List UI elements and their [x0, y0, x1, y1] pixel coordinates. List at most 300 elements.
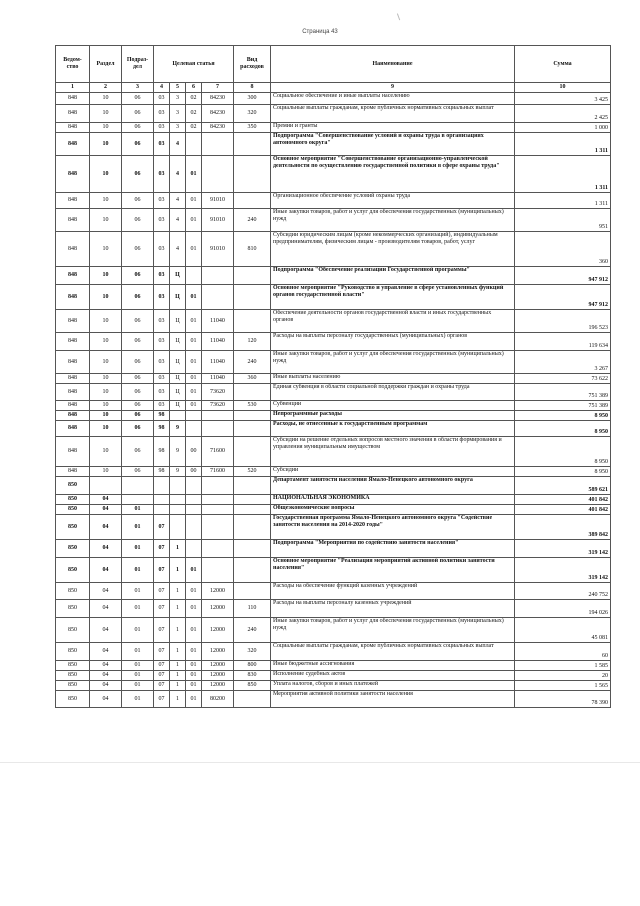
cell-podrazdel: 06: [122, 93, 154, 105]
table-row: [56, 133, 611, 156]
cell-podrazdel: 01: [122, 661, 154, 671]
cell-vid: [234, 156, 271, 193]
cell-naimenovanie: Субсидии юридическим лицам (кроме некоммерческих организаций), индивидуальным предпринимателям, физическим лицам - производителям товаров, работ, услуг: [271, 232, 515, 267]
cell-podrazdel: 01: [122, 583, 154, 600]
cell-razdel: 10: [90, 232, 122, 267]
cell-summa: 3 425: [515, 93, 611, 105]
cell-summa: 3 267: [515, 351, 611, 374]
cell-program: 07: [154, 515, 170, 540]
cell-naimenovanie: Социальные выплаты гражданам, кроме публичных нормативных социальных выплат: [271, 643, 515, 661]
table-row: [56, 515, 611, 540]
cell-subprogram: 4: [170, 156, 186, 193]
cell-subprogram: 1: [170, 600, 186, 618]
cell-event: 01: [186, 661, 202, 671]
table-row: [56, 540, 611, 558]
cell-vedomstvo: 848: [56, 437, 90, 467]
cell-direction: 73620: [202, 401, 234, 411]
cell-event: 01: [186, 583, 202, 600]
cell-vid: 850: [234, 681, 271, 691]
cell-vid: 350: [234, 123, 271, 133]
cell-vedomstvo: 848: [56, 232, 90, 267]
cell-vid: [234, 558, 271, 583]
cell-subprogram: 4: [170, 133, 186, 156]
cell-summa: 1 311: [515, 156, 611, 193]
cell-event: 02: [186, 105, 202, 123]
table-row: [56, 477, 611, 495]
cell-program: 03: [154, 193, 170, 209]
cell-program: [154, 477, 170, 495]
cell-razdel: 04: [90, 558, 122, 583]
cell-podrazdel: 01: [122, 540, 154, 558]
cell-summa: 389 842: [515, 515, 611, 540]
cell-vedomstvo: 850: [56, 618, 90, 643]
cell-vedomstvo: 850: [56, 477, 90, 495]
cell-vid: 830: [234, 671, 271, 681]
cell-summa: 1 585: [515, 661, 611, 671]
cell-podrazdel: 06: [122, 411, 154, 421]
cell-podrazdel: 06: [122, 384, 154, 401]
cell-vid: [234, 285, 271, 310]
table-row: [56, 232, 611, 267]
cell-subprogram: Ц: [170, 267, 186, 285]
header-razdel: Раздел: [90, 46, 122, 83]
cell-event: 01: [186, 643, 202, 661]
table-row: [56, 618, 611, 643]
header-podrazdel: Подраз-дел: [122, 46, 154, 83]
cell-event: 02: [186, 123, 202, 133]
cell-naimenovanie: Обеспечение деятельности органов государственной власти и иных государственных органов: [271, 310, 515, 333]
cell-direction: [202, 156, 234, 193]
cell-subprogram: 4: [170, 193, 186, 209]
cell-naimenovanie: Единая субвенция в области социальной поддержки граждан и охраны труда: [271, 384, 515, 401]
cell-razdel: 04: [90, 661, 122, 671]
table-row: [56, 421, 611, 437]
cell-vid: [234, 310, 271, 333]
cell-vedomstvo: 850: [56, 558, 90, 583]
table-row: [56, 285, 611, 310]
cell-vedomstvo: 850: [56, 495, 90, 505]
cell-naimenovanie: Исполнение судебных актов: [271, 671, 515, 681]
table-row: [56, 123, 611, 133]
cell-vedomstvo: 850: [56, 661, 90, 671]
table-row: [56, 209, 611, 232]
cell-program: 03: [154, 209, 170, 232]
cell-podrazdel: 06: [122, 123, 154, 133]
cell-event: 01: [186, 374, 202, 384]
cell-program: 07: [154, 540, 170, 558]
table-row: [56, 671, 611, 681]
table-row: [56, 401, 611, 411]
cell-program: 98: [154, 411, 170, 421]
cell-summa: 319 142: [515, 540, 611, 558]
column-number: 1: [56, 83, 90, 93]
cell-naimenovanie: Организационное обеспечение условий охраны труда: [271, 193, 515, 209]
cell-event: [186, 495, 202, 505]
cell-vid: 300: [234, 93, 271, 105]
cell-summa: 73 622: [515, 374, 611, 384]
cell-event: 01: [186, 193, 202, 209]
cell-summa: 1 565: [515, 681, 611, 691]
cell-program: 07: [154, 600, 170, 618]
cell-naimenovanie: Департамент занятости населения Ямало-Ненецкого автономного округа: [271, 477, 515, 495]
cell-vedomstvo: 850: [56, 681, 90, 691]
cell-vid: 320: [234, 643, 271, 661]
cell-vid: [234, 133, 271, 156]
cell-event: [186, 505, 202, 515]
cell-vedomstvo: 850: [56, 600, 90, 618]
cell-podrazdel: 06: [122, 374, 154, 384]
cell-subprogram: Ц: [170, 351, 186, 374]
cell-vid: [234, 421, 271, 437]
cell-vedomstvo: 848: [56, 421, 90, 437]
cell-vid: 530: [234, 401, 271, 411]
cell-razdel: 10: [90, 374, 122, 384]
cell-event: 01: [186, 351, 202, 374]
cell-summa: 8 950: [515, 467, 611, 477]
cell-podrazdel: [122, 477, 154, 495]
cell-naimenovanie: Субсидии на решение отдельных вопросов местного значения в области формирования и управления муниципальным имуществом: [271, 437, 515, 467]
cell-naimenovanie: Подпрограмма "Мероприятия по содействию занятости населения": [271, 540, 515, 558]
table-row: [56, 156, 611, 193]
cell-vid: [234, 193, 271, 209]
cell-direction: 84230: [202, 93, 234, 105]
cell-direction: [202, 505, 234, 515]
cell-direction: 11040: [202, 333, 234, 351]
cell-razdel: 04: [90, 495, 122, 505]
cell-vid: [234, 505, 271, 515]
cell-subprogram: 4: [170, 209, 186, 232]
column-number: 9: [271, 83, 515, 93]
cell-podrazdel: 06: [122, 209, 154, 232]
table-row: [56, 681, 611, 691]
cell-podrazdel: 01: [122, 618, 154, 643]
cell-direction: [202, 133, 234, 156]
cell-naimenovanie: Иные закупки товаров, работ и услуг для обеспечения государственных (муниципальных) нужд: [271, 209, 515, 232]
cell-program: 03: [154, 156, 170, 193]
cell-vedomstvo: 848: [56, 105, 90, 123]
table-row: [56, 437, 611, 467]
cell-subprogram: [170, 515, 186, 540]
cell-vedomstvo: 850: [56, 505, 90, 515]
cell-razdel: 04: [90, 515, 122, 540]
cell-vid: [234, 540, 271, 558]
table-row: [56, 384, 611, 401]
column-number: 2: [90, 83, 122, 93]
cell-vid: 320: [234, 105, 271, 123]
cell-razdel: 10: [90, 285, 122, 310]
cell-subprogram: 9: [170, 437, 186, 467]
cell-subprogram: Ц: [170, 333, 186, 351]
cell-naimenovanie: Подпрограмма "Совершенствование условий и охраны труда в организациях автономного округа": [271, 133, 515, 156]
cell-vedomstvo: 848: [56, 384, 90, 401]
column-number-row: [56, 83, 611, 93]
cell-razdel: 04: [90, 643, 122, 661]
cell-vedomstvo: 850: [56, 671, 90, 681]
cell-vedomstvo: 848: [56, 401, 90, 411]
cell-vid: 800: [234, 661, 271, 671]
cell-podrazdel: 06: [122, 467, 154, 477]
cell-event: [186, 133, 202, 156]
cell-vedomstvo: 848: [56, 411, 90, 421]
cell-podrazdel: 01: [122, 515, 154, 540]
cell-vedomstvo: 850: [56, 643, 90, 661]
table-row: [56, 583, 611, 600]
cell-razdel: [90, 477, 122, 495]
cell-direction: 91010: [202, 193, 234, 209]
cell-direction: 12000: [202, 661, 234, 671]
cell-summa: 45 081: [515, 618, 611, 643]
cell-naimenovanie: Расходы, не отнесенные к государственным программам: [271, 421, 515, 437]
cell-naimenovanie: Общеэкономические вопросы: [271, 505, 515, 515]
cell-summa: 751 389: [515, 401, 611, 411]
cell-podrazdel: 06: [122, 285, 154, 310]
cell-vid: 120: [234, 333, 271, 351]
cell-podrazdel: [122, 495, 154, 505]
cell-naimenovanie: Государственная программа Ямало-Ненецкого автономного округа "Содействие занятости населения на 2014-2020 годы": [271, 515, 515, 540]
cell-subprogram: 1: [170, 681, 186, 691]
cell-direction: 11040: [202, 374, 234, 384]
cell-subprogram: Ц: [170, 401, 186, 411]
cell-program: 03: [154, 133, 170, 156]
cell-subprogram: 3: [170, 93, 186, 105]
cell-razdel: 10: [90, 437, 122, 467]
cell-direction: 11040: [202, 310, 234, 333]
cell-direction: 71600: [202, 467, 234, 477]
budget-table: [55, 45, 611, 708]
cell-vedomstvo: 848: [56, 193, 90, 209]
cell-vedomstvo: 850: [56, 691, 90, 708]
cell-vedomstvo: 848: [56, 93, 90, 105]
cell-event: [186, 421, 202, 437]
cell-direction: [202, 477, 234, 495]
table-row: [56, 193, 611, 209]
cell-podrazdel: 06: [122, 133, 154, 156]
cell-event: 01: [186, 691, 202, 708]
cell-vedomstvo: 850: [56, 540, 90, 558]
cell-razdel: 10: [90, 421, 122, 437]
table-row: [56, 351, 611, 374]
cell-podrazdel: 06: [122, 156, 154, 193]
cell-program: 07: [154, 618, 170, 643]
cell-podrazdel: 01: [122, 671, 154, 681]
cell-naimenovanie: Основное мероприятие "Руководство и управление в сфере установленных функций органов государственной власти": [271, 285, 515, 310]
cell-summa: 1 000: [515, 123, 611, 133]
cell-razdel: 04: [90, 618, 122, 643]
cell-naimenovanie: Подпрограмма "Обеспечение реализации Государственной программы": [271, 267, 515, 285]
cell-razdel: 10: [90, 411, 122, 421]
table-body: [56, 93, 611, 708]
cell-direction: [202, 558, 234, 583]
cell-vid: [234, 437, 271, 467]
cell-event: 01: [186, 209, 202, 232]
cell-direction: [202, 267, 234, 285]
cell-direction: [202, 495, 234, 505]
cell-razdel: 04: [90, 583, 122, 600]
cell-vid: [234, 691, 271, 708]
cell-direction: 11040: [202, 351, 234, 374]
cell-razdel: 04: [90, 671, 122, 681]
cell-direction: [202, 285, 234, 310]
cell-direction: [202, 540, 234, 558]
column-number: 3: [122, 83, 154, 93]
cell-direction: 91010: [202, 232, 234, 267]
cell-naimenovanie: Уплата налогов, сборов и иных платежей: [271, 681, 515, 691]
cell-summa: 1 311: [515, 133, 611, 156]
cell-event: 01: [186, 384, 202, 401]
cell-subprogram: 3: [170, 123, 186, 133]
cell-vid: 110: [234, 600, 271, 618]
cell-summa: 8 950: [515, 411, 611, 421]
cell-program: [154, 505, 170, 515]
cell-razdel: 10: [90, 156, 122, 193]
cell-razdel: 04: [90, 600, 122, 618]
cell-razdel: 04: [90, 691, 122, 708]
cell-vid: 810: [234, 232, 271, 267]
cell-program: 03: [154, 123, 170, 133]
cell-event: 01: [186, 558, 202, 583]
cell-subprogram: [170, 495, 186, 505]
cell-podrazdel: 06: [122, 437, 154, 467]
cell-podrazdel: 06: [122, 267, 154, 285]
cell-vid: [234, 267, 271, 285]
cell-program: 07: [154, 681, 170, 691]
cell-razdel: 10: [90, 93, 122, 105]
cell-naimenovanie: Премии и гранты: [271, 123, 515, 133]
cell-program: 03: [154, 333, 170, 351]
cell-summa: 20: [515, 671, 611, 681]
cell-vid: 520: [234, 467, 271, 477]
cell-podrazdel: 06: [122, 421, 154, 437]
cell-summa: 947 912: [515, 267, 611, 285]
cell-subprogram: [170, 411, 186, 421]
cell-subprogram: 1: [170, 558, 186, 583]
cell-podrazdel: 01: [122, 681, 154, 691]
cell-event: 01: [186, 681, 202, 691]
cell-naimenovanie: Субсидии: [271, 467, 515, 477]
cell-subprogram: 3: [170, 105, 186, 123]
table-row: [56, 267, 611, 285]
cell-podrazdel: 06: [122, 105, 154, 123]
cell-direction: 84230: [202, 123, 234, 133]
header-naimenovanie: Наименование: [271, 46, 515, 83]
cell-vedomstvo: 850: [56, 515, 90, 540]
cell-naimenovanie: Субвенции: [271, 401, 515, 411]
cell-razdel: 10: [90, 267, 122, 285]
cell-direction: 12000: [202, 583, 234, 600]
cell-razdel: 10: [90, 105, 122, 123]
cell-vedomstvo: 848: [56, 374, 90, 384]
cell-vid: 360: [234, 374, 271, 384]
cell-program: 98: [154, 437, 170, 467]
cell-subprogram: 9: [170, 421, 186, 437]
cell-direction: 12000: [202, 671, 234, 681]
cell-event: 01: [186, 671, 202, 681]
cell-subprogram: 1: [170, 691, 186, 708]
cell-direction: 12000: [202, 643, 234, 661]
cell-podrazdel: 01: [122, 643, 154, 661]
cell-summa: 751 389: [515, 384, 611, 401]
cell-naimenovanie: НАЦИОНАЛЬНАЯ ЭКОНОМИКА: [271, 495, 515, 505]
cell-program: 03: [154, 384, 170, 401]
cell-direction: 73620: [202, 384, 234, 401]
cell-summa: 240 752: [515, 583, 611, 600]
cell-razdel: 10: [90, 401, 122, 411]
cell-vid: [234, 411, 271, 421]
cell-direction: 12000: [202, 681, 234, 691]
cell-event: 01: [186, 310, 202, 333]
cell-program: 03: [154, 351, 170, 374]
cell-podrazdel: 06: [122, 333, 154, 351]
cell-podrazdel: 01: [122, 600, 154, 618]
cell-razdel: 10: [90, 384, 122, 401]
cell-podrazdel: 06: [122, 351, 154, 374]
cell-program: 03: [154, 232, 170, 267]
column-number: 8: [234, 83, 271, 93]
cell-summa: 60: [515, 643, 611, 661]
column-number: 5: [170, 83, 186, 93]
cell-razdel: 10: [90, 333, 122, 351]
table-row: [56, 505, 611, 515]
cell-razdel: 04: [90, 681, 122, 691]
cell-subprogram: Ц: [170, 384, 186, 401]
cell-subprogram: Ц: [170, 285, 186, 310]
table-row: [56, 643, 611, 661]
cell-vedomstvo: 848: [56, 285, 90, 310]
cell-direction: [202, 515, 234, 540]
cell-direction: 91010: [202, 209, 234, 232]
scan-mark: [397, 13, 402, 21]
table-row: [56, 600, 611, 618]
cell-naimenovanie: Социальные выплаты гражданам, кроме публичных нормативных социальных выплат: [271, 105, 515, 123]
cell-razdel: 10: [90, 209, 122, 232]
cell-subprogram: [170, 505, 186, 515]
cell-program: 07: [154, 583, 170, 600]
cell-razdel: 10: [90, 123, 122, 133]
cell-direction: 12000: [202, 600, 234, 618]
cell-subprogram: 9: [170, 467, 186, 477]
cell-program: 98: [154, 467, 170, 477]
cell-event: 01: [186, 333, 202, 351]
cell-program: 07: [154, 691, 170, 708]
cell-vedomstvo: 848: [56, 209, 90, 232]
table-row: [56, 333, 611, 351]
cell-event: 01: [186, 232, 202, 267]
cell-event: 02: [186, 93, 202, 105]
cell-event: 01: [186, 156, 202, 193]
cell-program: 03: [154, 401, 170, 411]
cell-program: 03: [154, 105, 170, 123]
cell-program: [154, 495, 170, 505]
cell-naimenovanie: Иные закупки товаров, работ и услуг для обеспечения государственных (муниципальных) нужд: [271, 618, 515, 643]
cell-razdel: 10: [90, 310, 122, 333]
cell-vid: 240: [234, 209, 271, 232]
cell-subprogram: Ц: [170, 374, 186, 384]
cell-subprogram: 1: [170, 671, 186, 681]
cell-subprogram: 1: [170, 540, 186, 558]
cell-summa: 78 390: [515, 691, 611, 708]
cell-subprogram: 4: [170, 232, 186, 267]
cell-naimenovanie: Расходы на обеспечение функций казенных учреждений: [271, 583, 515, 600]
column-number: 4: [154, 83, 170, 93]
cell-podrazdel: 06: [122, 232, 154, 267]
cell-direction: 12000: [202, 618, 234, 643]
cell-direction: [202, 421, 234, 437]
cell-program: 03: [154, 285, 170, 310]
cell-podrazdel: 06: [122, 193, 154, 209]
table-row: [56, 105, 611, 123]
cell-summa: 119 634: [515, 333, 611, 351]
table-row: [56, 495, 611, 505]
